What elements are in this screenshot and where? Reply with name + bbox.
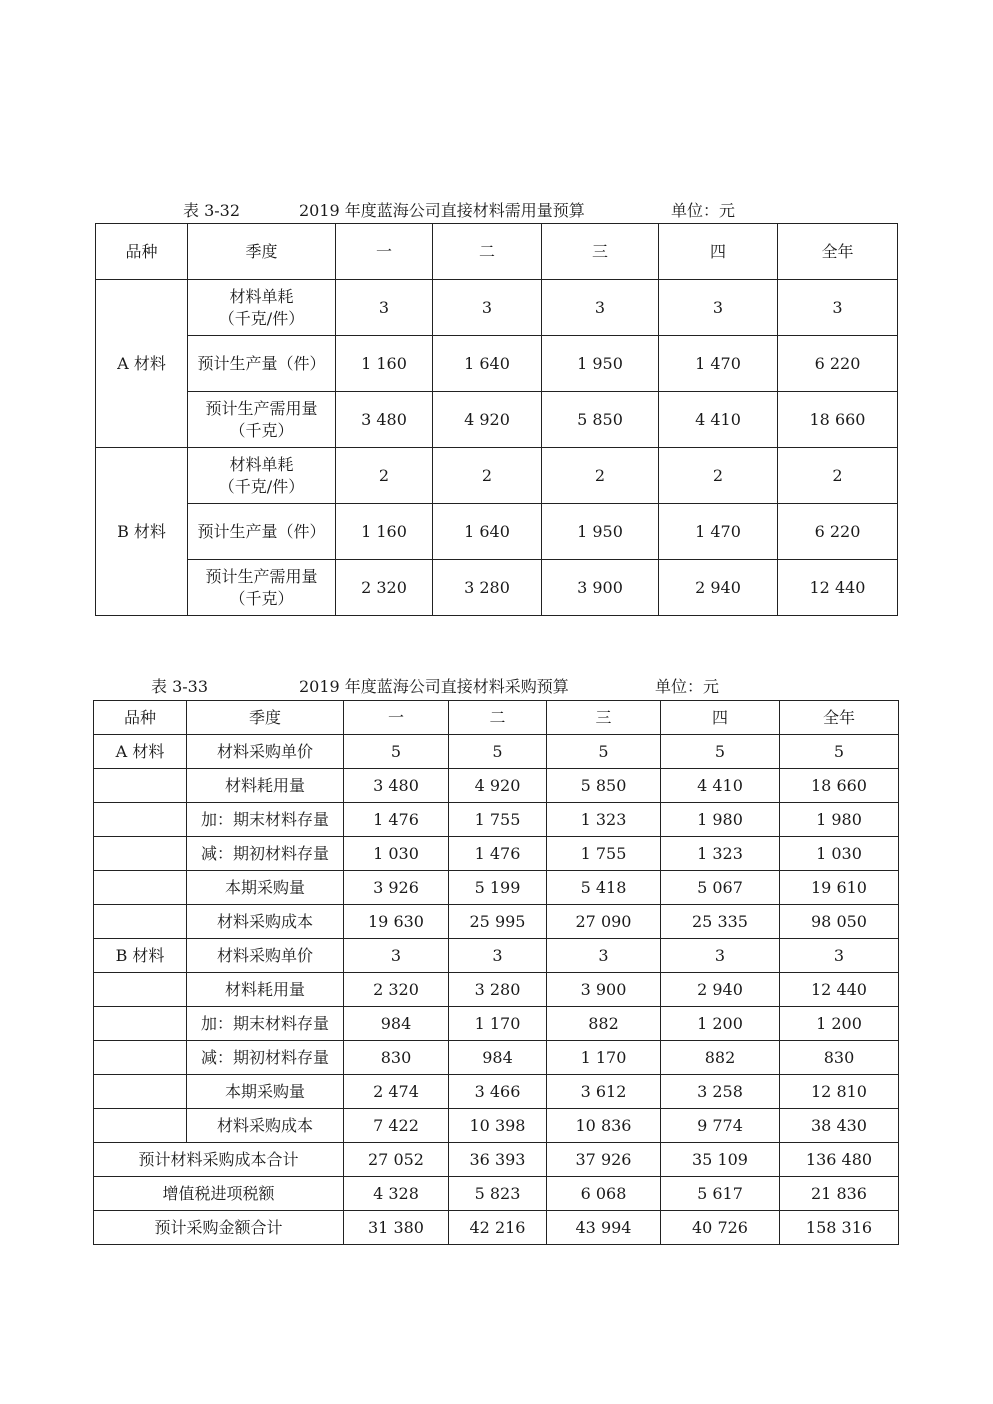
value-cell: 25 995 <box>449 905 547 939</box>
value-cell: 5 199 <box>449 871 547 905</box>
value-cell: 984 <box>449 1041 547 1075</box>
table33-caption-unit: 单位：元 <box>655 677 720 696</box>
value-cell: 3 <box>659 280 778 336</box>
value-cell: 4 328 <box>344 1177 449 1211</box>
value-cell: 42 216 <box>449 1211 547 1245</box>
table33-caption-number: 表 3-33 <box>151 677 209 696</box>
value-cell: 1 200 <box>661 1007 780 1041</box>
value-cell: 2 474 <box>344 1075 449 1109</box>
value-cell: 4 410 <box>659 392 778 448</box>
value-cell: 3 280 <box>449 973 547 1007</box>
material-name-cell: A 材料 <box>94 735 187 769</box>
value-cell: 1 980 <box>661 803 780 837</box>
value-cell: 1 160 <box>336 336 433 392</box>
value-cell: 882 <box>547 1007 661 1041</box>
row-label-line: 材料单耗 <box>229 286 294 306</box>
value-cell: 6 068 <box>547 1177 661 1211</box>
value-cell: 3 <box>547 939 661 973</box>
value-cell: 1 755 <box>547 837 661 871</box>
material-name-cell: A 材料 <box>96 280 188 448</box>
value-cell: 1 980 <box>780 803 899 837</box>
value-cell: 136 480 <box>780 1143 899 1177</box>
value-cell: 3 <box>542 280 659 336</box>
value-cell: 4 410 <box>661 769 780 803</box>
row-label-unit: （千克/件） <box>218 308 305 328</box>
material-name-cell: B 材料 <box>94 939 187 973</box>
material-name-cell <box>94 803 187 837</box>
row-label: 材料采购成本 <box>187 905 344 939</box>
table32-caption-unit: 单位：元 <box>671 201 736 220</box>
value-cell: 1 030 <box>344 837 449 871</box>
value-cell: 2 940 <box>659 560 778 616</box>
value-cell: 1 170 <box>449 1007 547 1041</box>
row-label-unit: （千克） <box>229 588 294 608</box>
value-cell: 3 <box>778 280 898 336</box>
row-label-line: 材料单耗 <box>229 454 294 474</box>
material-name-cell <box>94 905 187 939</box>
header-cell: 一 <box>336 224 433 280</box>
row-label: 预计生产量（件） <box>188 336 336 392</box>
table-row <box>94 1041 899 1075</box>
row-label: 减：期初材料存量 <box>187 1041 344 1075</box>
value-cell: 1 950 <box>542 504 659 560</box>
value-cell: 5 <box>547 735 661 769</box>
table-row <box>94 1075 899 1109</box>
row-label <box>188 280 336 336</box>
header-cell: 二 <box>449 701 547 735</box>
value-cell: 5 850 <box>547 769 661 803</box>
value-cell: 1 950 <box>542 336 659 392</box>
value-cell: 43 994 <box>547 1211 661 1245</box>
material-name-cell <box>94 973 187 1007</box>
value-cell: 1 640 <box>433 504 542 560</box>
value-cell: 3 <box>661 939 780 973</box>
row-label <box>188 448 336 504</box>
value-cell: 3 <box>449 939 547 973</box>
value-cell: 4 920 <box>433 392 542 448</box>
row-label: 本期采购量 <box>187 1075 344 1109</box>
header-cell: 品种 <box>94 701 187 735</box>
value-cell: 5 <box>780 735 899 769</box>
value-cell: 4 920 <box>449 769 547 803</box>
value-cell: 1 030 <box>780 837 899 871</box>
row-label: 本期采购量 <box>187 871 344 905</box>
material-name-cell: B 材料 <box>96 448 188 616</box>
table-row <box>94 905 899 939</box>
material-name-cell <box>94 837 187 871</box>
table-row <box>96 280 898 336</box>
value-cell: 3 <box>336 280 433 336</box>
value-cell: 3 <box>344 939 449 973</box>
value-cell: 12 440 <box>780 973 899 1007</box>
row-label-line: 预计生产需用量 <box>205 566 318 586</box>
header-cell: 品种 <box>96 224 188 280</box>
table-row <box>94 939 899 973</box>
table33-caption-title: 2019 年度蓝海公司直接材料采购预算 <box>299 677 569 696</box>
row-label: 材料采购成本 <box>187 1109 344 1143</box>
value-cell: 3 466 <box>449 1075 547 1109</box>
value-cell: 2 320 <box>336 560 433 616</box>
header-cell: 四 <box>661 701 780 735</box>
row-label: 材料采购单价 <box>187 939 344 973</box>
value-cell: 5 418 <box>547 871 661 905</box>
table-row <box>94 769 899 803</box>
value-cell: 6 220 <box>778 336 898 392</box>
value-cell: 98 050 <box>780 905 899 939</box>
value-cell: 3 480 <box>344 769 449 803</box>
table32-caption-number: 表 3-32 <box>183 201 241 220</box>
value-cell: 3 258 <box>661 1075 780 1109</box>
table32-caption-title: 2019 年度蓝海公司直接材料需用量预算 <box>299 201 585 220</box>
table-row <box>96 336 898 392</box>
header-cell: 季度 <box>188 224 336 280</box>
header-cell: 二 <box>433 224 542 280</box>
table-row <box>96 504 898 560</box>
material-name-cell <box>94 1109 187 1143</box>
material-name-cell <box>94 1075 187 1109</box>
value-cell: 1 755 <box>449 803 547 837</box>
header-cell: 一 <box>344 701 449 735</box>
value-cell: 1 476 <box>344 803 449 837</box>
total-label: 预计材料采购成本合计 <box>94 1143 344 1177</box>
row-label-line: 预计生产需用量 <box>205 398 318 418</box>
value-cell: 830 <box>344 1041 449 1075</box>
material-purchase-budget-table <box>93 700 899 1245</box>
value-cell: 3 <box>780 939 899 973</box>
header-cell: 全年 <box>780 701 899 735</box>
row-label: 预计生产量（件） <box>188 504 336 560</box>
material-name-cell <box>94 871 187 905</box>
value-cell: 2 940 <box>661 973 780 1007</box>
value-cell: 5 067 <box>661 871 780 905</box>
material-demand-budget-table <box>95 223 898 616</box>
row-label: 加：期末材料存量 <box>187 1007 344 1041</box>
value-cell: 38 430 <box>780 1109 899 1143</box>
value-cell: 5 <box>344 735 449 769</box>
value-cell: 7 422 <box>344 1109 449 1143</box>
row-label: 材料耗用量 <box>187 769 344 803</box>
value-cell: 1 323 <box>661 837 780 871</box>
value-cell: 19 630 <box>344 905 449 939</box>
value-cell: 31 380 <box>344 1211 449 1245</box>
value-cell: 3 900 <box>542 560 659 616</box>
table-header-row <box>94 701 899 735</box>
value-cell: 36 393 <box>449 1143 547 1177</box>
value-cell: 1 160 <box>336 504 433 560</box>
header-cell: 三 <box>547 701 661 735</box>
header-cell: 四 <box>659 224 778 280</box>
value-cell: 37 926 <box>547 1143 661 1177</box>
value-cell: 3 <box>433 280 542 336</box>
value-cell: 1 200 <box>780 1007 899 1041</box>
row-label <box>188 560 336 616</box>
table-row <box>94 973 899 1007</box>
row-label-unit: （千克/件） <box>218 476 305 496</box>
value-cell: 27 090 <box>547 905 661 939</box>
value-cell: 6 220 <box>778 504 898 560</box>
material-name-cell <box>94 1007 187 1041</box>
table-row <box>96 448 898 504</box>
value-cell: 158 316 <box>780 1211 899 1245</box>
value-cell: 1 470 <box>659 336 778 392</box>
value-cell: 3 480 <box>336 392 433 448</box>
value-cell: 1 640 <box>433 336 542 392</box>
table-row <box>94 871 899 905</box>
total-label: 增值税进项税额 <box>94 1177 344 1211</box>
value-cell: 9 774 <box>661 1109 780 1143</box>
table-row <box>94 803 899 837</box>
value-cell: 5 823 <box>449 1177 547 1211</box>
value-cell: 2 <box>433 448 542 504</box>
table-row <box>94 1109 899 1143</box>
value-cell: 882 <box>661 1041 780 1075</box>
header-cell: 季度 <box>187 701 344 735</box>
value-cell: 12 810 <box>780 1075 899 1109</box>
value-cell: 3 280 <box>433 560 542 616</box>
material-name-cell <box>94 1041 187 1075</box>
material-name-cell <box>94 769 187 803</box>
value-cell: 25 335 <box>661 905 780 939</box>
value-cell: 12 440 <box>778 560 898 616</box>
table-row <box>96 560 898 616</box>
value-cell: 1 470 <box>659 504 778 560</box>
table-row <box>94 735 899 769</box>
value-cell: 5 <box>661 735 780 769</box>
value-cell: 1 323 <box>547 803 661 837</box>
value-cell: 2 <box>659 448 778 504</box>
row-label: 材料耗用量 <box>187 973 344 1007</box>
value-cell: 2 <box>542 448 659 504</box>
value-cell: 21 836 <box>780 1177 899 1211</box>
row-label: 减：期初材料存量 <box>187 837 344 871</box>
value-cell: 40 726 <box>661 1211 780 1245</box>
value-cell: 830 <box>780 1041 899 1075</box>
table-row <box>94 1007 899 1041</box>
total-row <box>94 1177 899 1211</box>
value-cell: 3 926 <box>344 871 449 905</box>
value-cell: 5 850 <box>542 392 659 448</box>
total-row <box>94 1211 899 1245</box>
value-cell: 19 610 <box>780 871 899 905</box>
table-row <box>96 392 898 448</box>
value-cell: 3 612 <box>547 1075 661 1109</box>
header-cell: 全年 <box>778 224 898 280</box>
value-cell: 5 617 <box>661 1177 780 1211</box>
value-cell: 3 900 <box>547 973 661 1007</box>
value-cell: 1 170 <box>547 1041 661 1075</box>
value-cell: 18 660 <box>778 392 898 448</box>
row-label: 材料采购单价 <box>187 735 344 769</box>
value-cell: 5 <box>449 735 547 769</box>
total-label: 预计采购金额合计 <box>94 1211 344 1245</box>
value-cell: 35 109 <box>661 1143 780 1177</box>
value-cell: 2 <box>336 448 433 504</box>
value-cell: 18 660 <box>780 769 899 803</box>
value-cell: 2 320 <box>344 973 449 1007</box>
row-label-unit: （千克） <box>229 420 294 440</box>
total-row <box>94 1143 899 1177</box>
row-label <box>188 392 336 448</box>
value-cell: 27 052 <box>344 1143 449 1177</box>
value-cell: 10 836 <box>547 1109 661 1143</box>
value-cell: 1 476 <box>449 837 547 871</box>
value-cell: 10 398 <box>449 1109 547 1143</box>
table-header-row <box>96 224 898 280</box>
value-cell: 2 <box>778 448 898 504</box>
header-cell: 三 <box>542 224 659 280</box>
value-cell: 984 <box>344 1007 449 1041</box>
table-row <box>94 837 899 871</box>
row-label: 加：期末材料存量 <box>187 803 344 837</box>
